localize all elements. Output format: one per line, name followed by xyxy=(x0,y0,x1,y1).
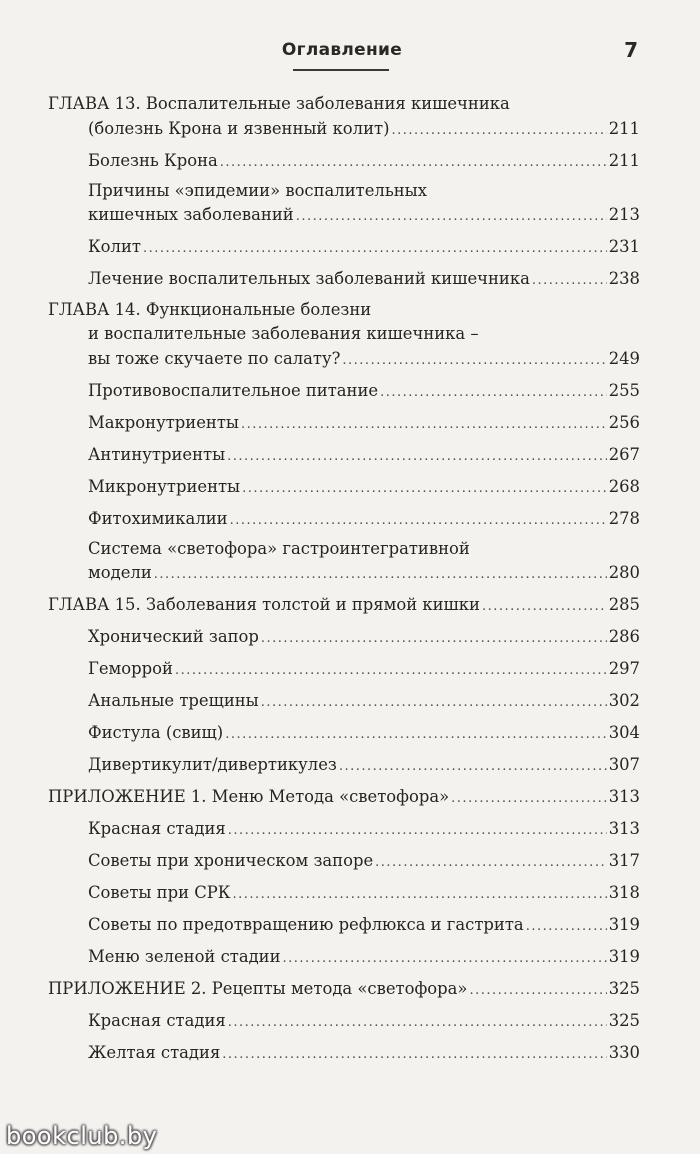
entry-page-number: 211 xyxy=(608,151,640,170)
toc-line xyxy=(88,266,640,292)
entry-title-line: Система «светофора» гастроинтегративной xyxy=(88,539,470,558)
entry-page-number: 231 xyxy=(608,237,640,256)
entry-page-number: 330 xyxy=(608,1043,640,1062)
entry-title-line: ПРИЛОЖЕНИЕ 2. Рецепты метода «светофора» xyxy=(48,979,468,998)
running-title: Оглавление xyxy=(281,40,403,60)
section-entry xyxy=(88,816,640,842)
dot-leader xyxy=(228,818,607,844)
section-list xyxy=(48,378,640,586)
entry-page-number: 317 xyxy=(608,851,640,870)
toc-line xyxy=(88,442,640,468)
section-entry xyxy=(88,474,640,500)
toc-line xyxy=(88,944,640,970)
toc-line xyxy=(88,1008,640,1034)
section-entry xyxy=(88,410,640,436)
table-of-contents xyxy=(48,92,640,1072)
dot-leader xyxy=(391,118,606,144)
toc-line xyxy=(88,234,640,260)
dot-leader xyxy=(283,946,607,972)
page-header xyxy=(0,38,700,78)
entry-title-line: Макронутриенты xyxy=(88,413,239,432)
entry-title-line: Меню зеленой стадии xyxy=(88,947,281,966)
toc-line xyxy=(88,752,640,778)
dot-leader xyxy=(532,268,607,294)
dot-leader xyxy=(296,204,607,230)
entry-title-line: Противовоспалительное питание xyxy=(88,381,379,400)
dot-leader xyxy=(222,1042,606,1068)
entry-page-number: 325 xyxy=(608,1011,640,1030)
toc-line xyxy=(88,202,640,228)
dot-leader xyxy=(469,978,606,1004)
chapter-block xyxy=(48,976,640,1066)
entry-title-line: ГЛАВА 14. Функциональные болезни xyxy=(48,300,372,319)
page-number: 7 xyxy=(624,38,638,62)
dot-leader xyxy=(154,562,607,588)
toc-line xyxy=(88,688,640,714)
section-list xyxy=(48,1008,640,1066)
section-entry xyxy=(88,944,640,970)
section-entry xyxy=(88,148,640,174)
entry-title-line: Фистула (свищ) xyxy=(88,723,224,742)
section-entry xyxy=(88,1040,640,1066)
toc-line xyxy=(48,116,640,142)
entry-page-number: 249 xyxy=(608,349,640,368)
section-entry xyxy=(88,506,640,532)
entry-page-number: 325 xyxy=(608,979,640,998)
dot-leader xyxy=(228,1010,607,1036)
toc-line xyxy=(88,378,640,404)
entry-page-number: 255 xyxy=(608,381,640,400)
entry-title-line: Советы при СРК xyxy=(88,883,231,902)
entry-page-number: 268 xyxy=(608,477,640,496)
chapter-block xyxy=(48,298,640,586)
section-entry xyxy=(88,378,640,404)
section-entry xyxy=(88,848,640,874)
section-list xyxy=(48,624,640,778)
entry-page-number: 278 xyxy=(608,509,640,528)
chapter-block xyxy=(48,592,640,778)
dot-leader xyxy=(380,380,607,406)
toc-line xyxy=(88,148,640,174)
dot-leader xyxy=(242,476,607,502)
toc-line xyxy=(88,656,640,682)
chapter-entry xyxy=(48,92,640,142)
entry-title-line: Фитохимикалии xyxy=(88,509,228,528)
entry-title-line: ГЛАВА 13. Воспалительные заболевания кишечника xyxy=(48,94,510,113)
section-entry xyxy=(88,180,640,228)
entry-page-number: 285 xyxy=(608,595,640,614)
entry-title-line: Красная стадия xyxy=(88,1011,226,1030)
section-entry xyxy=(88,880,640,906)
section-list xyxy=(48,816,640,970)
entry-page-number: 319 xyxy=(608,947,640,966)
entry-page-number: 238 xyxy=(608,269,640,288)
entry-title-line: (болезнь Крона и язвенный колит) xyxy=(88,119,390,138)
dot-leader xyxy=(227,444,607,470)
entry-title-line: Колит xyxy=(88,237,141,256)
dot-leader xyxy=(220,150,607,176)
dot-leader xyxy=(342,348,606,374)
section-entry xyxy=(88,688,640,714)
toc-line xyxy=(48,976,640,1002)
entry-title-line: ГЛАВА 15. Заболевания толстой и прямой кишки xyxy=(48,595,480,614)
dot-leader xyxy=(261,690,607,716)
entry-title-line: Геморрой xyxy=(88,659,173,678)
section-entry xyxy=(88,1008,640,1034)
entry-page-number: 302 xyxy=(608,691,640,710)
entry-title-line: Красная стадия xyxy=(88,819,226,838)
title-underline xyxy=(293,69,389,71)
entry-page-number: 286 xyxy=(608,627,640,646)
entry-title-line: Микронутриенты xyxy=(88,477,241,496)
entry-page-number: 313 xyxy=(608,787,640,806)
dot-leader xyxy=(375,850,607,876)
entry-page-number: 307 xyxy=(608,755,640,774)
section-entry xyxy=(88,266,640,292)
toc-line xyxy=(88,506,640,532)
watermark-logo: bookclub.by xyxy=(6,1122,158,1150)
section-entry xyxy=(88,912,640,938)
toc-line xyxy=(88,912,640,938)
dot-leader xyxy=(230,508,607,534)
toc-line xyxy=(88,816,640,842)
entry-title-line: кишечных заболеваний xyxy=(88,205,294,224)
dot-leader xyxy=(241,412,607,438)
entry-title-line: вы тоже скучаете по салату? xyxy=(88,349,341,368)
toc-line xyxy=(88,410,640,436)
chapter-entry xyxy=(48,298,640,372)
dot-leader xyxy=(482,594,607,620)
dot-leader xyxy=(175,658,607,684)
section-entry xyxy=(88,624,640,650)
chapter-entry xyxy=(48,976,640,1002)
dot-leader xyxy=(225,722,607,748)
dot-leader xyxy=(261,626,607,652)
toc-line xyxy=(88,848,640,874)
entry-title-line: Советы при хроническом запоре xyxy=(88,851,374,870)
entry-title-line: Хронический запор xyxy=(88,627,259,646)
chapter-block xyxy=(48,784,640,970)
section-entry xyxy=(88,720,640,746)
dot-leader xyxy=(526,914,607,940)
section-entry xyxy=(88,656,640,682)
entry-title-line: модели xyxy=(88,563,152,582)
entry-page-number: 280 xyxy=(608,563,640,582)
entry-title-line: Советы по предотвращению рефлюкса и гастрита xyxy=(88,915,524,934)
dot-leader xyxy=(143,236,607,262)
chapter-entry xyxy=(48,592,640,618)
section-entry xyxy=(88,442,640,468)
chapter-block xyxy=(48,92,640,292)
entry-page-number: 304 xyxy=(608,723,640,742)
toc-line xyxy=(88,624,640,650)
section-entry xyxy=(88,752,640,778)
dot-leader xyxy=(232,882,606,908)
entry-title-line: ПРИЛОЖЕНИЕ 1. Меню Метода «светофора» xyxy=(48,787,450,806)
entry-page-number: 319 xyxy=(608,915,640,934)
toc-line xyxy=(48,784,640,810)
section-entry xyxy=(88,234,640,260)
entry-title-line: Анальные трещины xyxy=(88,691,259,710)
entry-title-line: Желтая стадия xyxy=(88,1043,221,1062)
toc-line xyxy=(48,592,640,618)
entry-title-line: Дивертикулит/дивертикулез xyxy=(88,755,337,774)
entry-title-line: и воспалительные заболевания кишечника – xyxy=(88,324,479,343)
section-entry xyxy=(88,538,640,586)
toc-line xyxy=(88,560,640,586)
chapter-entry xyxy=(48,784,640,810)
entry-page-number: 256 xyxy=(608,413,640,432)
dot-leader xyxy=(339,754,607,780)
toc-line xyxy=(48,346,640,372)
entry-page-number: 297 xyxy=(608,659,640,678)
entry-page-number: 267 xyxy=(608,445,640,464)
toc-line xyxy=(88,1040,640,1066)
entry-page-number: 318 xyxy=(608,883,640,902)
entry-page-number: 313 xyxy=(608,819,640,838)
toc-line xyxy=(88,880,640,906)
toc-line xyxy=(88,474,640,500)
entry-page-number: 213 xyxy=(608,205,640,224)
entry-page-number: 211 xyxy=(608,119,640,138)
entry-title-line: Лечение воспалительных заболеваний кишечника xyxy=(88,269,530,288)
toc-line xyxy=(88,720,640,746)
section-list xyxy=(48,148,640,292)
entry-title-line: Болезнь Крона xyxy=(88,151,218,170)
entry-title-line: Причины «эпидемии» воспалительных xyxy=(88,181,427,200)
entry-title-line: Антинутриенты xyxy=(88,445,226,464)
dot-leader xyxy=(451,786,607,812)
